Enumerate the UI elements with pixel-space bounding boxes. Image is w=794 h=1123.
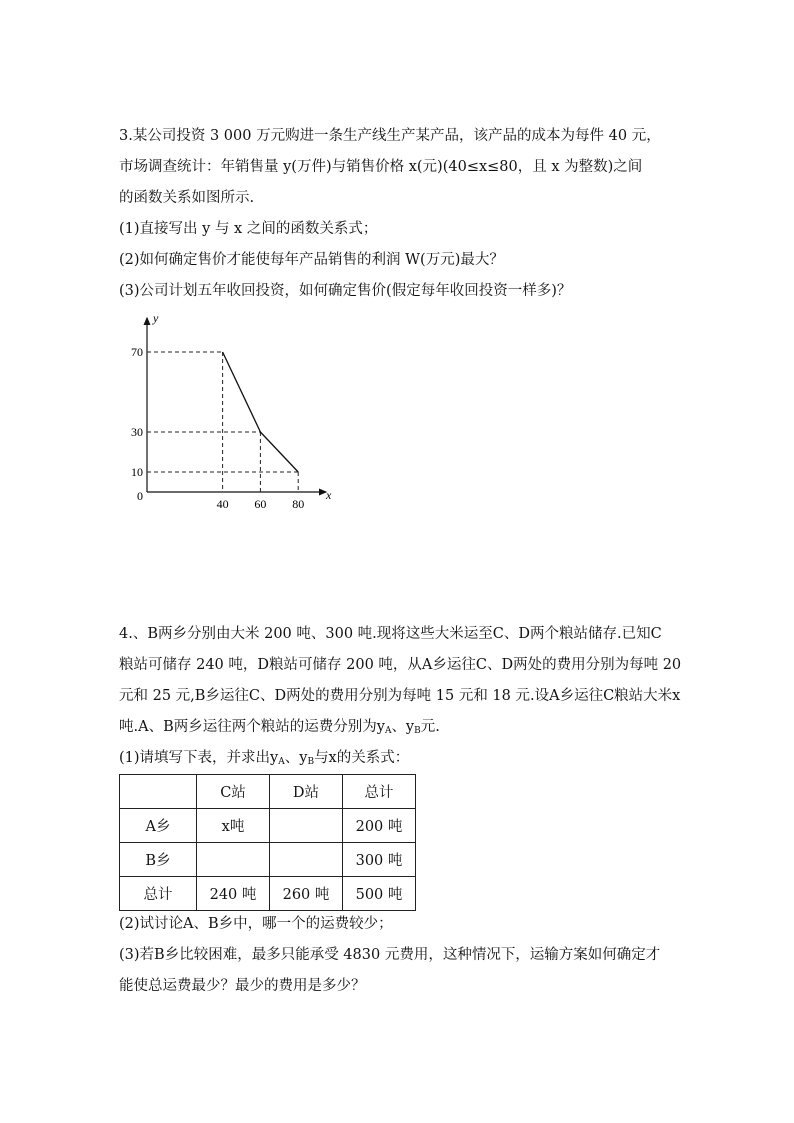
- x-tick-label: 60: [254, 497, 267, 511]
- p3-question-1: (1)直接写出 y 与 x 之间的函数关系式；: [119, 221, 378, 237]
- table-cell: B乡: [120, 843, 197, 877]
- table-cell: A乡: [120, 809, 197, 843]
- origin-label: 0: [137, 489, 143, 503]
- series-segment: [223, 352, 261, 432]
- q1-sub-b: B: [307, 757, 315, 767]
- p4-q1-post: 与x的关系式：: [314, 750, 410, 766]
- table-cell: x吨: [197, 809, 270, 843]
- x-axis-label: x: [326, 488, 332, 502]
- p4-q1-pre: (1)请填写下表，并求出y: [119, 750, 279, 766]
- transport-table: [119, 774, 416, 911]
- table-header-row: [120, 775, 416, 809]
- p3-line-2: 市场调查统计：年销售量 y(万件)与销售价格 x(元)(40≤x≤80，且 x 为整数)之间: [119, 159, 643, 175]
- p4-line-4-post: 元.: [420, 719, 440, 735]
- y-axis-label: y: [153, 311, 159, 325]
- p4-line-4: [119, 717, 440, 741]
- y-tick-label: 70: [131, 345, 143, 359]
- p3-question-3: (3)公司计划五年收回投资，如何确定售价(假定每年收回投资一样多)？: [119, 283, 572, 299]
- table-header-cell: C站: [197, 775, 270, 809]
- sub-b: B: [414, 726, 421, 736]
- p4-line-4-sep: 、y: [391, 719, 415, 735]
- p4-question-3-line-1: (3)若B乡比较困难，最多只能承受 4830 元费用，这种情况下，运输方案如何确定才: [119, 947, 661, 963]
- table-cell: [270, 809, 343, 843]
- p4-question-2: (2)试讨论A、B乡中，哪一个的运费较少；: [119, 916, 393, 932]
- table-cell: [120, 775, 197, 809]
- q1-sub-a: A: [278, 757, 285, 767]
- table-cell: 总计: [120, 877, 197, 911]
- y-tick-label: 10: [131, 465, 143, 479]
- p4-question-1: [119, 748, 409, 772]
- sub-a: A: [384, 726, 392, 736]
- x-tick-label: 80: [292, 497, 305, 511]
- table-row: [120, 843, 416, 877]
- table-cell: 200 吨: [343, 809, 416, 843]
- p3-line-3: 的函数关系如图所示.: [119, 190, 255, 206]
- dashed-guides: [147, 352, 298, 492]
- table-cell: 300 吨: [343, 843, 416, 877]
- table-row: [120, 809, 416, 843]
- p4-line-1: 4.、B两乡分别由大米 200 吨、300 吨.现将这些大米运至C、D两个粮站储存.已知C: [119, 626, 662, 642]
- p4-line-4-pre: 吨.A、B两乡运往两个粮站的运费分别为y: [119, 719, 385, 735]
- y-tick-label: 30: [131, 425, 143, 439]
- x-tick-label: 40: [216, 497, 229, 511]
- p4-question-3-line-2: 能使总运费最少？最少的费用是多少？: [119, 978, 366, 994]
- p4-line-2: 粮站可储存 240 吨，D粮站可储存 200 吨，从A乡运往C、D两处的费用分别为每吨 20: [119, 657, 682, 673]
- table-cell: 500 吨: [343, 877, 416, 911]
- table-header-cell: D站: [270, 775, 343, 809]
- table-cell: [197, 843, 270, 877]
- table-cell: 240 吨: [197, 877, 270, 911]
- series-segment: [260, 432, 298, 472]
- p4-line-3: 元和 25 元,B乡运往C、D两处的费用分别为每吨 15 元和 18 元.设A乡运往C粮站大米x: [119, 688, 681, 704]
- p3-line-1: 3.某公司投资 3 000 万元购进一条生产线生产某产品，该产品的成本为每件 40 元，: [119, 128, 661, 144]
- table-row: [120, 877, 416, 911]
- p3-question-2: (2)如何确定售价才能使每年产品销售的利润 W(万元)最大？: [119, 252, 504, 268]
- table-cell: [270, 843, 343, 877]
- table-header-cell: 总计: [343, 775, 416, 809]
- tick-labels: [131, 345, 304, 511]
- table-cell: 260 吨: [270, 877, 343, 911]
- p4-q1-mid: 、y: [284, 750, 308, 766]
